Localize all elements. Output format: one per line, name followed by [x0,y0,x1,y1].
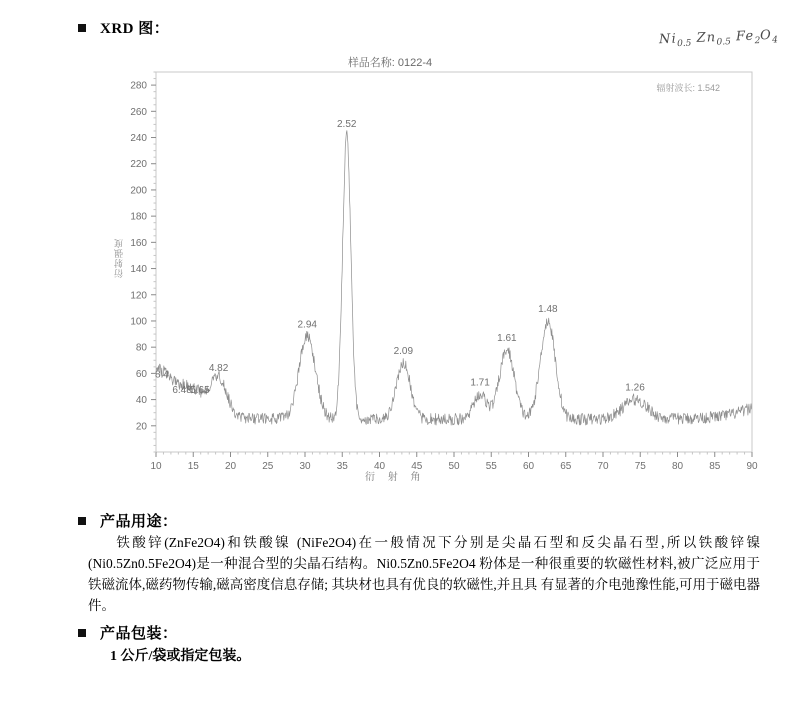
svg-text:180: 180 [130,211,147,223]
svg-text:20: 20 [135,421,147,433]
xrd-section-heading [78,17,169,38]
peak-label: 2.52 [336,119,357,131]
chart-y-axis-label: 衍射强度 [114,238,124,278]
formula-zn: Zn [696,30,717,46]
handwritten-formula-annotation [659,28,778,50]
usage-paragraph: 铁酸锌(ZnFe2O4)和铁酸镍 (NiFe2O4)在一般情况下分别是尖晶石型和反尖晶石型,所以铁酸锌镍(Ni0.5Zn0.5Fe2O4)是一种混合型的尖晶石结构。Ni0.5Zn0.5Fe2O4 粉体是一种很重要的软磁性材料,被广泛应用于铁磁流体,磁药物传输,磁高密度信息存储; 其块材也具有优良的软磁性,并且具 有显著的介电弛豫性能,可用于磁电器件。 [88,535,760,613]
svg-text:80: 80 [671,461,684,472]
formula-fe-sub: 2 [754,35,761,47]
svg-text:55: 55 [485,461,497,472]
svg-text:85: 85 [709,461,721,472]
formula-ni-sub: 0.5 [677,38,692,50]
svg-text:280: 280 [130,80,147,92]
formula-fe: Fe [735,28,755,45]
svg-text:90: 90 [746,461,758,472]
svg-text:100: 100 [130,316,147,328]
svg-text:60: 60 [522,461,535,472]
packaging-section-heading [78,622,178,643]
svg-text:35: 35 [336,461,348,472]
peak-label: 8.4 [155,369,169,381]
chart-plot-svg [110,48,760,488]
formula-o: O [760,27,773,44]
formula-o-sub: 4 [772,35,779,46]
svg-text:75: 75 [634,461,646,472]
chart-x-axis-label: 衍 射 角 [365,472,426,483]
svg-text:45: 45 [411,461,423,472]
svg-text:15: 15 [187,461,199,472]
packaging-heading-label: 产品包装： [100,626,178,642]
svg-text:240: 240 [130,133,147,145]
usage-section-heading [78,510,178,531]
bullet-square-icon [78,24,86,32]
peak-label: 4.82 [208,362,229,374]
svg-text:160: 160 [130,237,147,249]
peak-label: 1.26 [625,382,645,394]
packaging-body-text: 1 公斤/袋或指定包装。 [110,649,251,664]
chart-wavelength-annotation: 辐射波长: 1.542 [656,83,720,93]
xrd-chart [110,48,760,488]
peak-label: 1.61 [497,332,517,344]
peak-label: 1.71 [470,377,490,389]
svg-text:60: 60 [135,368,147,380]
svg-text:80: 80 [135,342,147,354]
svg-text:40: 40 [135,395,147,407]
svg-text:140: 140 [130,264,147,276]
svg-text:220: 220 [130,159,147,171]
svg-text:25: 25 [262,461,274,472]
svg-text:40: 40 [373,461,386,472]
xrd-heading-label: XRD 图： [100,21,170,37]
usage-heading-label: 产品用途： [100,514,178,530]
svg-text:10: 10 [150,461,162,472]
formula-zn-sub: 0.5 [716,37,732,48]
svg-text:50: 50 [448,461,460,472]
usage-body-text [88,532,760,616]
svg-text:200: 200 [130,185,147,197]
svg-text:20: 20 [224,461,237,472]
svg-text:70: 70 [597,461,609,472]
peak-label: 2.94 [297,319,317,331]
formula-ni: Ni [658,31,678,48]
chart-title: 样品名称: 0122-4 [347,57,433,69]
peak-label: 2.09 [393,345,414,357]
peak-label: 6.48 [172,385,192,397]
svg-text:30: 30 [299,461,311,472]
svg-text:120: 120 [130,290,147,302]
peak-label: 1.48 [538,303,558,315]
svg-text:65: 65 [560,461,572,472]
svg-text:260: 260 [130,106,147,118]
peak-label: 5.65 [190,385,210,397]
bullet-square-icon [78,517,86,525]
bullet-square-icon [78,629,86,637]
